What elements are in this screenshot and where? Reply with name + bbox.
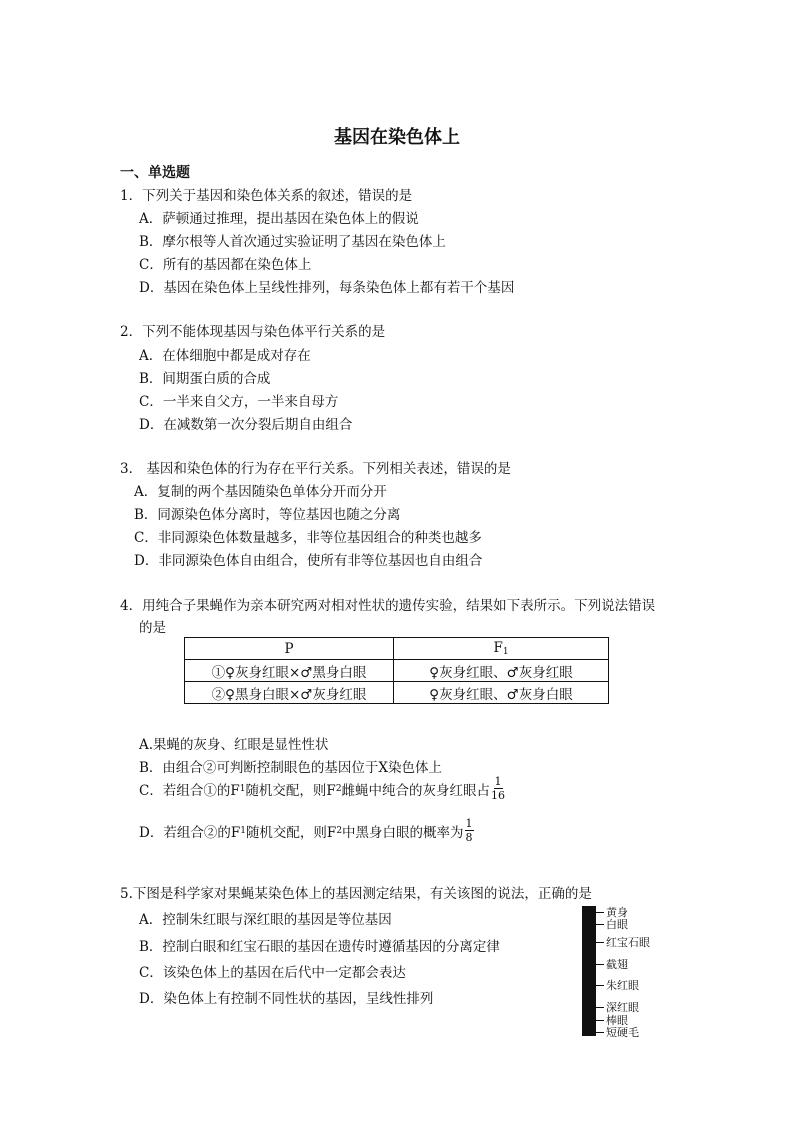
question-4-option-d xyxy=(139,818,474,843)
option-d-sub-2: 2 xyxy=(336,825,343,836)
table-header-row xyxy=(185,638,609,660)
table-header-f1 xyxy=(394,638,609,660)
question-1-option-a: A．萨顿通过推理，提出基因在染色体上的假说 xyxy=(139,211,419,227)
fraction-numerator: 1 xyxy=(465,817,473,830)
question-2-option-a: A．在体细胞中都是成对存在 xyxy=(139,348,311,364)
question-3-stem: 3． 基因和染色体的行为存在平行关系。下列相关表述，错误的是 xyxy=(120,461,511,477)
section-heading: 一、单选题 xyxy=(120,165,190,181)
gene-tick xyxy=(596,1032,604,1033)
question-5-option-a: A．控制朱红眼与深红眼的基因是等位基因 xyxy=(139,912,392,928)
table-header-f1-sub: 1 xyxy=(502,647,509,657)
question-2-option-c: C．一半来自父方，一半来自母方 xyxy=(139,394,339,410)
question-2-stem: 2．下列不能体现基因与染色体平行关系的是 xyxy=(120,324,386,340)
question-4-stem-line2: 的是 xyxy=(139,620,166,636)
question-2-option-d: D．在减数第一次分裂后期自由组合 xyxy=(139,417,353,433)
question-1-option-c: C．所有的基因都在染色体上 xyxy=(139,257,312,273)
question-3-option-b: B．同源染色体分离时，等位基因也随之分离 xyxy=(134,507,401,523)
gene-label: 短硬毛 xyxy=(606,1026,639,1039)
option-d-text-3: 中黑身白眼的概率为 xyxy=(342,824,464,841)
gene-label: 朱红眼 xyxy=(606,979,639,992)
gene-label: 截翅 xyxy=(606,958,628,971)
fraction-denominator: 8 xyxy=(465,831,473,844)
table-header-f1-label: F xyxy=(493,640,503,656)
option-c-text-1: C．若组合①的F xyxy=(139,782,240,799)
gene-tick xyxy=(596,1020,604,1021)
page-title: 基因在染色体上 xyxy=(334,127,460,148)
question-3-option-d: D．非同源染色体自由组合，使所有非等位基因也自由组合 xyxy=(134,553,483,569)
fraction-one-sixteenth xyxy=(491,776,505,801)
gene-label: 深红眼 xyxy=(606,1001,639,1014)
gene-tick xyxy=(596,942,604,943)
table-cell-p: ②♀黑身白眼×♂灰身红眼 xyxy=(185,682,394,704)
option-c-text-3: 雌蝇中纯合的灰身红眼占 xyxy=(341,782,491,799)
question-4-option-b: B．由组合②可判断控制眼色的基因位于X染色体上 xyxy=(139,760,443,776)
question-4-stem-line1: 4．用纯合子果蝇作为亲本研究两对相对性状的遗传实验，结果如下表所示。下列说法错误 xyxy=(120,598,656,614)
question-5-option-d: D．染色体上有控制不同性状的基因，呈线性排列 xyxy=(139,991,434,1007)
option-d-sub-1: 1 xyxy=(240,825,246,836)
option-c-sub-2: 2 xyxy=(335,783,342,794)
question-4-option-c xyxy=(139,776,505,801)
option-d-text-1: D．若组合②的F xyxy=(139,824,241,841)
question-5-stem: 5.下图是科学家对果蝇某染色体上的基因测定结果，有关该图的说法，正确的是 xyxy=(120,886,592,902)
option-c-sub-1: 1 xyxy=(239,783,246,794)
fraction-one-eighth xyxy=(465,818,474,843)
question-3-option-a: A．复制的两个基因随染色单体分开而分开 xyxy=(134,484,387,500)
table-row xyxy=(185,682,609,704)
gene-tick xyxy=(596,912,604,913)
fraction-numerator: 1 xyxy=(494,775,502,788)
gene-label: 白眼 xyxy=(606,918,628,931)
gene-tick xyxy=(596,1007,604,1008)
question-1-stem: 1．下列关于基因和染色体关系的叙述，错误的是 xyxy=(120,188,413,204)
fraction-denominator: 16 xyxy=(491,789,506,802)
question-4-option-a: A.果蝇的灰身、红眼是显性性状 xyxy=(139,737,329,753)
gene-label: 黄身 xyxy=(606,906,628,919)
chromosome-bar xyxy=(582,906,596,1036)
table-cell-f1: ♀灰身红眼、♂灰身白眼 xyxy=(394,682,609,704)
gene-label: 棒眼 xyxy=(606,1014,628,1027)
table-cell-p: ①♀灰身红眼×♂黑身白眼 xyxy=(185,660,394,682)
gene-tick xyxy=(596,924,604,925)
genetics-table xyxy=(184,637,609,704)
question-5-option-c: C．该染色体上的基因在后代中一定都会表达 xyxy=(139,965,406,981)
question-1-option-b: B．摩尔根等人首次通过实验证明了基因在染色体上 xyxy=(139,234,446,250)
table-row xyxy=(185,660,609,682)
gene-tick xyxy=(596,964,604,965)
question-5-option-b: B．控制白眼和红宝石眼的基因在遗传时遵循基因的分离定律 xyxy=(139,939,500,955)
table-header-p: P xyxy=(185,638,394,660)
gene-label: 红宝石眼 xyxy=(606,936,650,949)
table-cell-f1: ♀灰身红眼、♂灰身红眼 xyxy=(394,660,609,682)
option-d-text-2: 随机交配，则F xyxy=(245,824,337,841)
question-1-option-d: D．基因在染色体上呈线性排列，每条染色体上都有若干个基因 xyxy=(139,280,515,296)
gene-tick xyxy=(596,985,604,986)
question-3-option-c: C．非同源染色体数量越多，非等位基因组合的种类也越多 xyxy=(134,530,482,546)
option-c-text-2: 随机交配，则F xyxy=(245,782,336,799)
question-2-option-b: B．间期蛋白质的合成 xyxy=(139,371,271,387)
